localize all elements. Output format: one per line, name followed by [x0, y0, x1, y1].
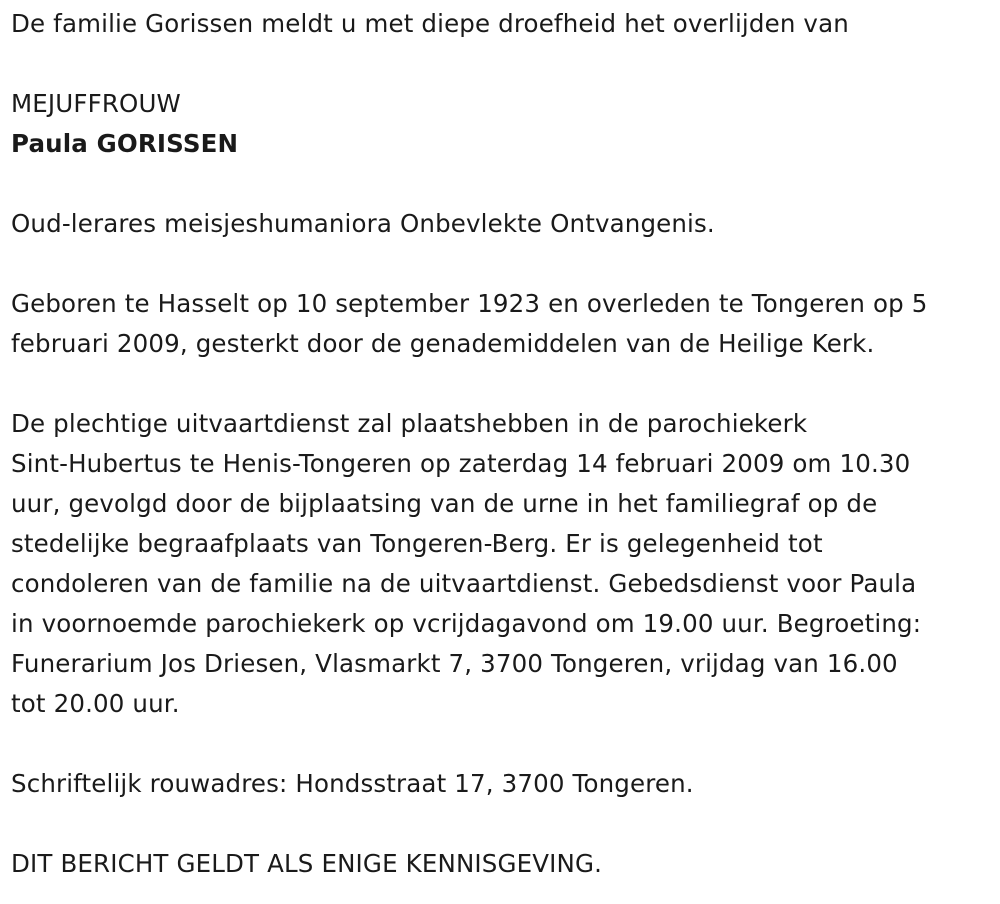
paragraph-line: in voornoemde parochiekerk op vcrijdagavond om 19.00 uur. Begroeting:: [11, 609, 922, 638]
birth-death-paragraph: [11, 284, 996, 364]
spacer: [11, 44, 996, 84]
paragraph-line: uur, gevolgd door de bijplaatsing van de urne in het familiegraf op de: [11, 489, 878, 518]
paragraph-line: Funerarium Jos Driesen, Vlasmarkt 7, 3700 Tongeren, vrijdag van 16.00: [11, 649, 898, 678]
paragraph-line: De plechtige uitvaartdienst zal plaatshebben in de parochiekerk: [11, 409, 808, 438]
mourning-address: Schriftelijk rouwadres: Hondsstraat 17, 3700 Tongeren.: [11, 769, 694, 798]
closing-line: DIT BERICHT GELDT ALS ENIGE KENNISGEVING.: [11, 849, 603, 878]
intro-line: De familie Gorissen meldt u met diepe droefheid het overlijden van: [11, 9, 849, 38]
funeral-paragraph: [11, 404, 996, 724]
paragraph-line: condoleren van de familie na de uitvaartdienst. Gebedsdienst voor Paula: [11, 569, 917, 598]
honorific-title: MEJUFFROUW: [11, 89, 181, 118]
deceased-name: Paula GORISSEN: [11, 129, 239, 158]
paragraph-line: Sint-Hubertus te Henis-Tongeren op zaterdag 14 februari 2009 om 10.30: [11, 449, 911, 478]
spacer: [11, 724, 996, 764]
death-notice: [11, 4, 996, 884]
spacer: [11, 164, 996, 204]
occupation-line: Oud-lerares meisjeshumaniora Onbevlekte Ontvangenis.: [11, 209, 715, 238]
paragraph-line: Geboren te Hasselt op 10 september 1923 en overleden te Tongeren op 5: [11, 289, 928, 318]
paragraph-line: februari 2009, gesterkt door de genademiddelen van de Heilige Kerk.: [11, 329, 875, 358]
paragraph-line: stedelijke begraafplaats van Tongeren-Berg. Er is gelegenheid tot: [11, 529, 823, 558]
paragraph-line: tot 20.00 uur.: [11, 689, 180, 718]
spacer: [11, 804, 996, 844]
spacer: [11, 244, 996, 284]
spacer: [11, 364, 996, 404]
